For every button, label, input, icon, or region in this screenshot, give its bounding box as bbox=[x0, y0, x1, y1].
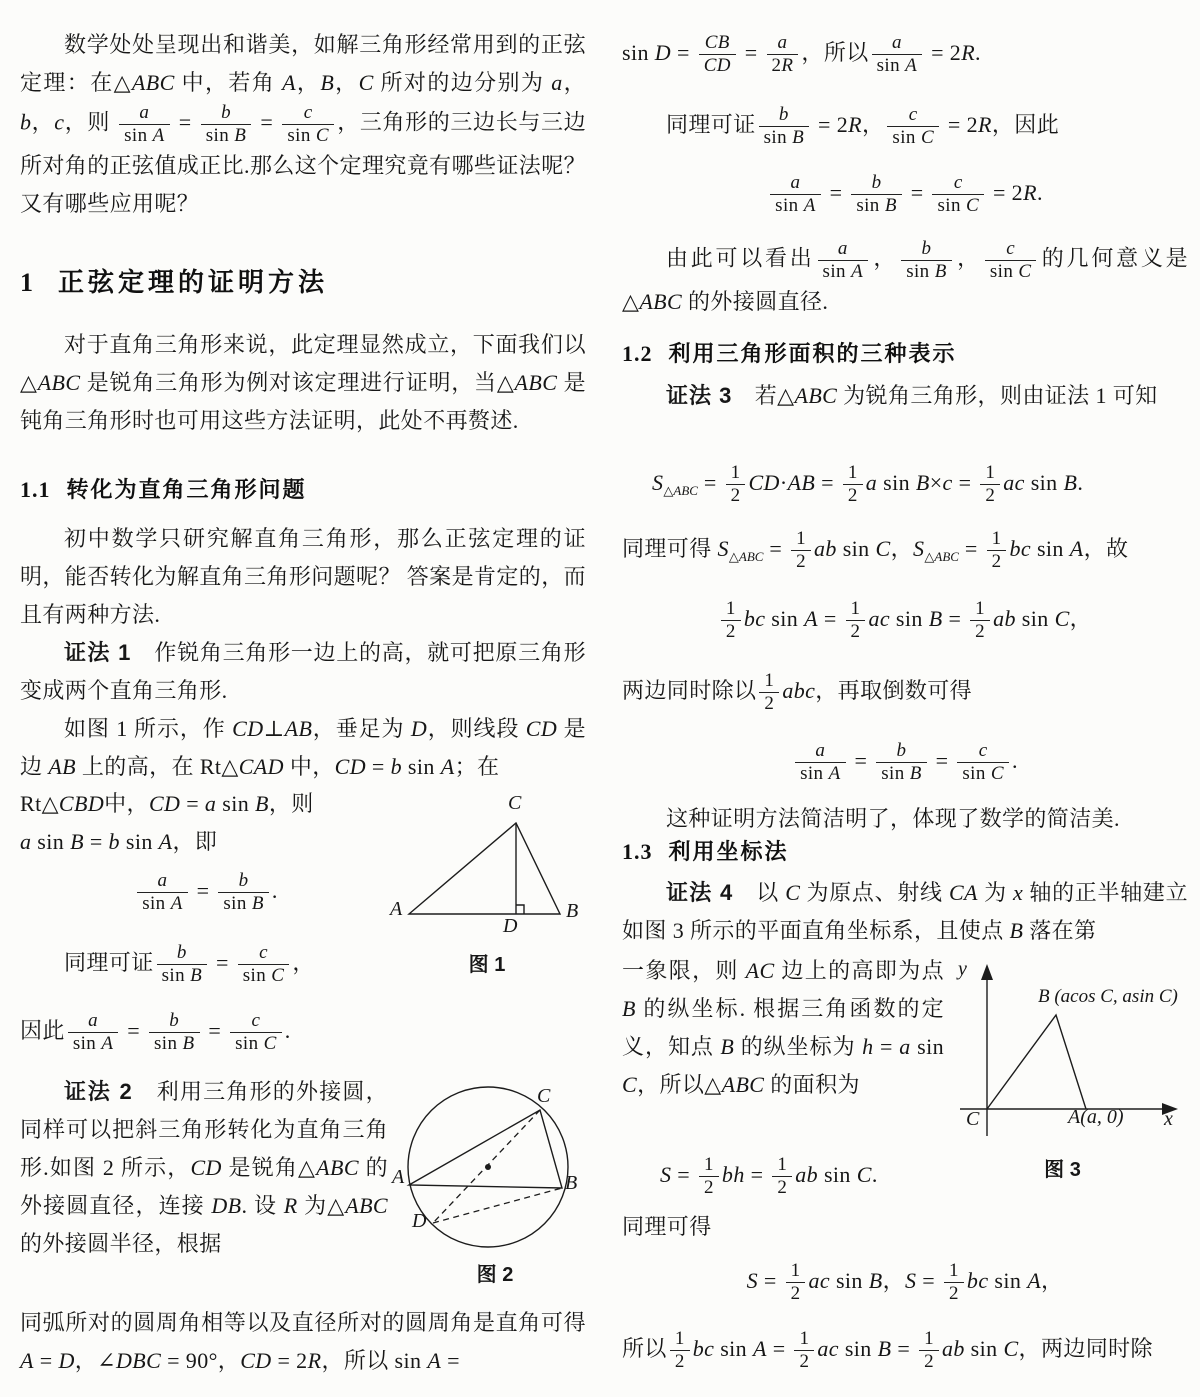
fraction: $\frac{1}{2}$ bbox=[726, 462, 746, 507]
fraction: $\frac{b}{\text{sin B}}$ bbox=[218, 870, 269, 915]
fig1-vertex-label-c: C bbox=[508, 792, 522, 814]
fraction: $\frac{b}{\text{sin B}}$ bbox=[149, 1010, 200, 1055]
fraction: $\frac{1}{2}$ bbox=[970, 598, 990, 643]
fraction: $\frac{1}{2}$ bbox=[794, 1328, 814, 1373]
fraction: $\frac{b}{\text{sin B}}$ bbox=[157, 942, 208, 987]
fraction: $\frac{1}{2}$ bbox=[759, 670, 779, 715]
proof-4-narrow-paragraph: 一象限，则 AC 边上的高即为点 B 的纵坐标. 根据三角函数的定义，知点 B 的纵坐标为 h = a sin C，所以△ABC 的面积为 bbox=[622, 958, 944, 1097]
fraction: $\frac{CB}{CD}$ bbox=[699, 32, 736, 77]
circle-center-dot bbox=[485, 1164, 491, 1170]
chord-db bbox=[433, 1188, 562, 1223]
fraction: $\frac{b}{\text{sin B}}$ bbox=[876, 740, 927, 785]
fraction: $\frac{a}{\text{sin A}}$ bbox=[818, 238, 869, 283]
figure-2-circle-svg bbox=[393, 1063, 597, 1265]
display-formula-area-1: $S_{\triangle ABC}$ = $\frac{1}{2}$ CD·AB = $\frac{1}{2}$ a sin B×c = $\frac{1}{2}$ ac sin B. bbox=[652, 462, 1084, 507]
fraction: $\frac{a}{\text{sin A}}$ bbox=[770, 172, 821, 217]
fraction: $\frac{b}{\text{sin B}}$ bbox=[901, 238, 952, 283]
proof-1-similarly-line: 同理可证 $\frac{b}{\text{sin B}}$ = $\frac{c}{\text{sin C}}$ ， bbox=[64, 942, 315, 987]
fraction: $\frac{1}{2}$ bbox=[772, 1154, 792, 1199]
fraction: $\frac{c}{\text{sin C}}$ bbox=[282, 102, 334, 147]
fraction: $\frac{a}{\text{sin A}}$ bbox=[119, 102, 170, 147]
figure-1-reference-paragraph: 如图 1 所示，作 CD⊥AB，垂足为 D，则线段 CD 是边 AB 上的高，在 Rt△CAD 中，CD = b sin A；在 bbox=[20, 716, 586, 779]
display-formula-sine-ab: $\frac{a}{\text{sin A}}$ = $\frac{b}{\text{sin B}}$ . bbox=[20, 866, 392, 916]
fig2-vertex-label-a: A bbox=[392, 1166, 405, 1188]
right-angle-mark bbox=[516, 905, 524, 914]
fig3-x-axis-label: x bbox=[1164, 1108, 1173, 1130]
fraction: $\frac{a}{\text{sin A}}$ bbox=[872, 32, 923, 77]
display-formula-area-2: S = $\frac{1}{2}$ ac sin B，S = $\frac{1}{2}$ bc sin A， bbox=[746, 1260, 1064, 1305]
display-formula-sine-final: $\frac{a}{\text{sin A}}$ = $\frac{b}{\text{sin B}}$ = $\frac{c}{\text{sin C}}$ . bbox=[622, 736, 1188, 786]
fraction: $\frac{1}{2}$ bbox=[980, 462, 1000, 507]
proof-1-conclusion-line: 因此 $\frac{a}{\text{sin A}}$ = $\frac{b}{\text{sin B}}$ = $\frac{c}{\text{sin C}}$ . bbox=[20, 1010, 291, 1055]
fraction: $\frac{c}{\text{sin C}}$ bbox=[932, 172, 984, 217]
fig3-y-axis-label: y bbox=[958, 958, 967, 980]
figure-1-caption: 图 1 bbox=[468, 954, 506, 976]
fig3-point-label-a: A(a, 0) bbox=[1068, 1106, 1124, 1128]
fraction: $\frac{1}{2}$ bbox=[670, 1328, 690, 1373]
fig2-vertex-label-b: B bbox=[565, 1172, 578, 1194]
proof-1-paragraph: 证法 1 作锐角三角形一边上的高，就可把原三角形变成两个直角三角形. bbox=[20, 640, 586, 703]
fraction: $\frac{c}{\text{sin C}}$ bbox=[238, 942, 290, 987]
proof-2-paragraph: 证法 2 利用三角形的外接圆，同样可以把斜三角形转化为直角三角形.如图 2 所示，CD 是锐角△ABC 的外接圆直径，连接 DB. 设 R 为△ABC 的外接圆半径，根据 bbox=[20, 1079, 388, 1256]
proof-3-similarly-line: 同理可得 $S_{\triangle ABC}$ = $\frac{1}{2}$ ab sin C，$S_{\triangle ABC}$ = $\frac{1}{2}$ bc sin A，故 bbox=[622, 528, 1129, 573]
section-1-3-number: 1.3 bbox=[622, 839, 653, 864]
simplicity-remark-paragraph: 这种证明方法简洁明了，体现了数学的简洁美. bbox=[666, 806, 1120, 831]
proof-2-continuation-paragraph: 同弧所对的圆周角相等以及直径所对的圆周角是直角可得 A = D，∠DBC = 90°，CD = 2R，所以 sin A = bbox=[20, 1310, 586, 1373]
section-1-1-number: 1.1 bbox=[20, 477, 51, 502]
proof-1-line: Rt△CBD中，CD = a sin B，则 bbox=[20, 791, 314, 816]
fraction: $\frac{1}{2}$ bbox=[843, 462, 863, 507]
triangle-abc bbox=[409, 1110, 562, 1188]
section-1-paragraph: 对于直角三角形来说，此定理显然成立，下面我们以△ABC 是锐角三角形为例对该定理进行证明，当△ABC 是钝角三角形时也可用这些方法证明，此处不再赘述. bbox=[20, 332, 586, 433]
display-formula-sine-2r: $\frac{a}{\text{sin A}}$ = $\frac{b}{\text{sin B}}$ = $\frac{c}{\text{sin C}}$ = 2R. bbox=[622, 168, 1188, 218]
fraction: $\frac{a}{\text{sin A}}$ bbox=[137, 870, 188, 915]
section-1-2-title: 利用三角形面积的三种表示 bbox=[668, 341, 957, 366]
fraction: $\frac{a}{\text{sin A}}$ bbox=[68, 1010, 119, 1055]
section-1-title: 正弦定理的证明方法 bbox=[58, 267, 329, 297]
section-1-3-heading bbox=[622, 835, 789, 866]
intro-paragraph: 数学处处呈现出和谐美，如解三角形经常用到的正弦定理：在△ABC 中，若角 A，B，C 所对的边分别为 a，b，c，则 $\frac{a}{\text{sin A}}$ = $\frac{b}{\text{sin B}}$ = $\frac{c}{\text{sin C}}$ ，三角形的三边长与三边所对角的正弦值成正比.那么这个定理究竟有哪些证法呢？ 又有哪些应用呢？ bbox=[20, 32, 587, 216]
section-1-number: 1 bbox=[20, 268, 34, 297]
section-1-2-number: 1.2 bbox=[622, 341, 653, 366]
section-1-heading bbox=[20, 262, 328, 299]
section-1-3-title: 利用坐标法 bbox=[668, 839, 789, 864]
fraction: $\frac{1}{2}$ bbox=[846, 598, 866, 643]
fig1-vertex-label-d: D bbox=[503, 915, 518, 937]
fraction: $\frac{1}{2}$ bbox=[699, 1154, 719, 1199]
final-line: 所以 $\frac{1}{2}$ bc sin A = $\frac{1}{2}$ ac sin B = $\frac{1}{2}$ ab sin C，两边同时除 bbox=[622, 1328, 1153, 1373]
fraction: $\frac{1}{2}$ bbox=[919, 1328, 939, 1373]
section-1-2-heading bbox=[622, 337, 957, 368]
section-1-1-title: 转化为直角三角形问题 bbox=[66, 477, 307, 502]
fraction: $\frac{1}{2}$ bbox=[721, 598, 741, 643]
geometric-meaning-paragraph: 由此可以看出 $\frac{a}{\text{sin A}}$ ， $\frac{b}{\text{sin B}}$ ， $\frac{c}{\text{sin C}}$ 的几何意义是△ABC 的外接圆直径. bbox=[622, 238, 1188, 314]
proof-3-paragraph: 证法 3 若△ABC 为锐角三角形，则由证法 1 可知 bbox=[666, 383, 1158, 408]
fraction: $\frac{a}{\text{sin A}}$ bbox=[795, 740, 846, 785]
proof-4-paragraph: 证法 4 以 C 为原点、射线 CA 为 x 轴的正半轴建立如图 3 所示的平面直角坐标系，且使点 B 落在第 bbox=[622, 880, 1189, 943]
fraction: $\frac{b}{\text{sin B}}$ bbox=[759, 104, 810, 149]
y-axis-arrow bbox=[981, 964, 993, 980]
fig1-vertex-label-b: B bbox=[566, 900, 579, 922]
proof-2-sine-d-line: sin D = $\frac{CB}{CD}$ = $\frac{a}{2R}$ ，所以 $\frac{a}{\text{sin A}}$ = 2R. bbox=[622, 32, 981, 77]
fig3-point-label-b: B (acos C, asin C) bbox=[1038, 986, 1178, 1007]
fraction: $\frac{c}{\text{sin C}}$ bbox=[887, 104, 939, 149]
display-formula-area-bh: S = $\frac{1}{2}$ bh = $\frac{1}{2}$ ab sin C. bbox=[660, 1154, 878, 1199]
fraction: $\frac{c}{\text{sin C}}$ bbox=[985, 238, 1037, 283]
proof-1-line: a sin B = b sin A，即 bbox=[20, 829, 218, 854]
section-1-1-heading bbox=[20, 473, 307, 504]
fraction: $\frac{b}{\text{sin B}}$ bbox=[201, 102, 252, 147]
similarly-line: 同理可得 bbox=[622, 1214, 712, 1239]
fraction: $\frac{1}{2}$ bbox=[944, 1260, 964, 1305]
fraction: $\frac{1}{2}$ bbox=[791, 528, 811, 573]
display-formula-area-equal: $\frac{1}{2}$ bc sin A = $\frac{1}{2}$ ac sin B = $\frac{1}{2}$ ab sin C， bbox=[622, 594, 1188, 644]
fraction: $\frac{1}{2}$ bbox=[987, 528, 1007, 573]
fraction: $\frac{c}{\text{sin C}}$ bbox=[230, 1010, 282, 1055]
figure-2-caption: 图 2 bbox=[476, 1264, 514, 1286]
figure-1-triangle-svg bbox=[388, 793, 586, 943]
fraction: $\frac{b}{\text{sin B}}$ bbox=[851, 172, 902, 217]
fraction: $\frac{1}{2}$ bbox=[786, 1260, 806, 1305]
section-1-1-paragraph: 初中数学只研究解直角三角形，那么正弦定理的证明，能否转化为解直角三角形问题呢？ 答案是肯定的，而且有两种方法. bbox=[20, 526, 586, 627]
fraction: $\frac{a}{2R}$ bbox=[767, 32, 799, 77]
fraction: $\frac{c}{\text{sin C}}$ bbox=[957, 740, 1009, 785]
fig2-vertex-label-d: D bbox=[412, 1210, 427, 1232]
triangle-abc bbox=[409, 823, 560, 914]
figure-3-caption: 图 3 bbox=[1044, 1159, 1081, 1181]
fig2-vertex-label-c: C bbox=[537, 1085, 551, 1107]
proof-2-similarly-line: 同理可证 $\frac{b}{\text{sin B}}$ = 2R， $\frac{c}{\text{sin C}}$ = 2R，因此 bbox=[666, 104, 1060, 149]
triangle-cba bbox=[987, 1015, 1086, 1109]
fig1-vertex-label-a: A bbox=[390, 898, 403, 920]
divide-both-sides-line: 两边同时除以 $\frac{1}{2}$ abc，再取倒数可得 bbox=[622, 670, 973, 715]
fig3-origin-label-c: C bbox=[966, 1108, 980, 1130]
